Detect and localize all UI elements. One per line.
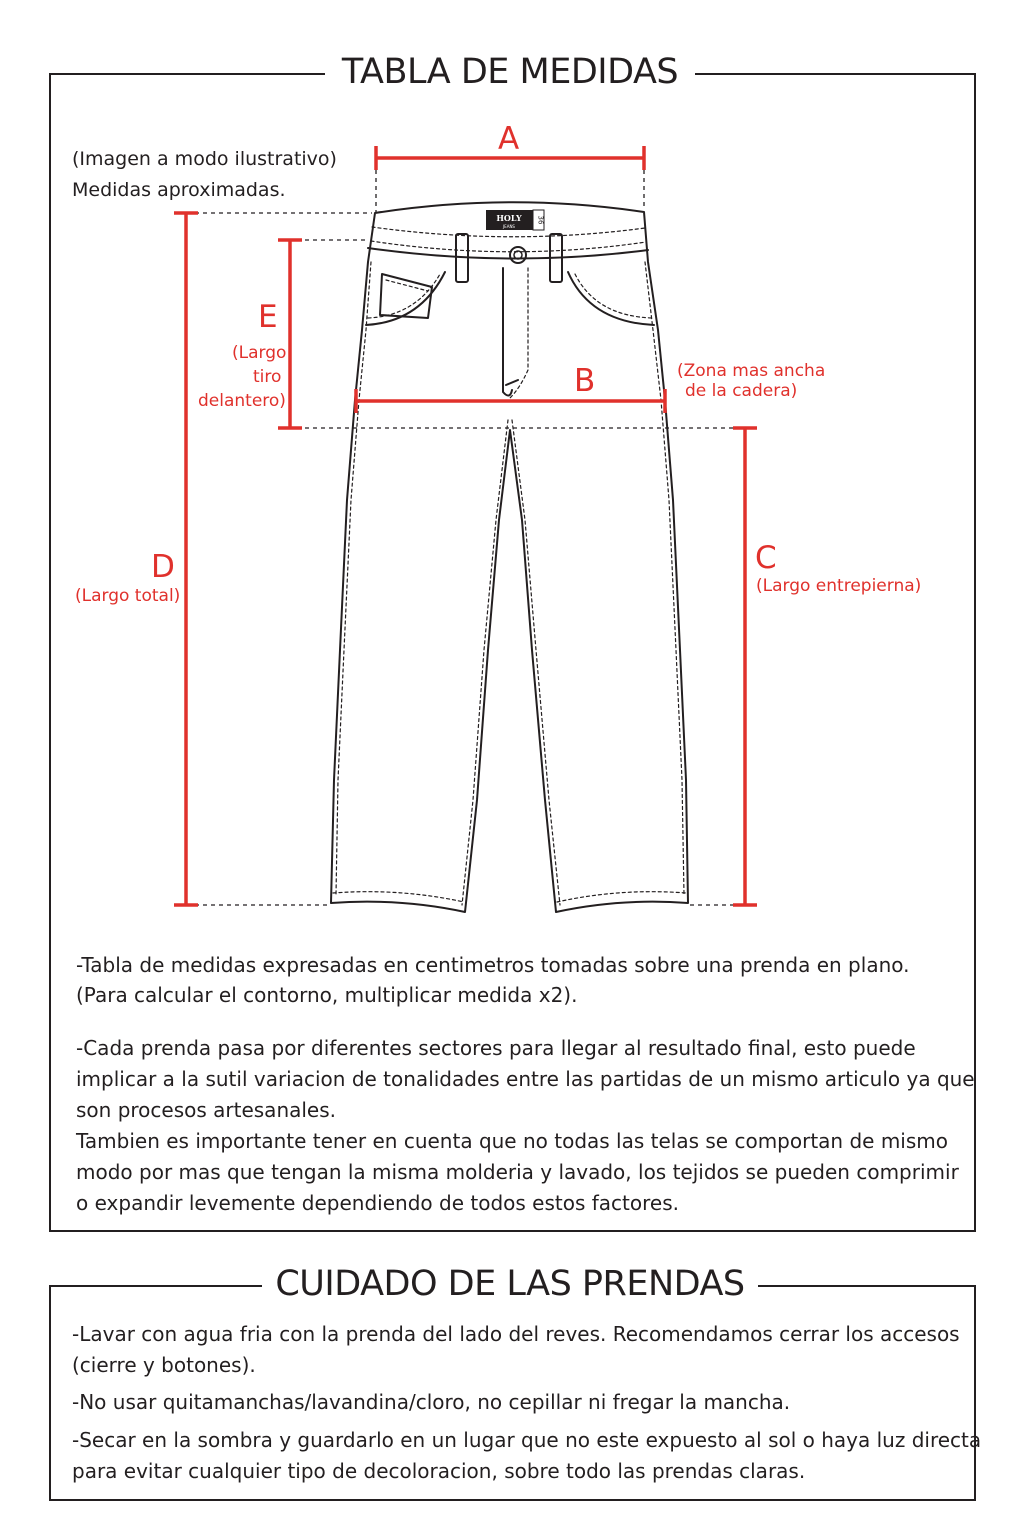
measure-a-letter: A xyxy=(498,121,520,157)
measure-b-letter: B xyxy=(574,363,596,399)
measure-d-letter: D xyxy=(151,549,175,585)
measure-e-letter: E xyxy=(258,299,278,335)
care-item-wash-line1: -Lavar con agua fria con la prenda del lado del reves. Recomendamos cerrar los accesos xyxy=(72,1322,960,1346)
variation-note-line1: -Cada prenda pasa por diferentes sectores para llegar al resultado final, esto puede xyxy=(76,1036,916,1060)
measure-b-label-line1: (Zona mas ancha xyxy=(677,361,826,381)
jeans-outline xyxy=(331,202,688,912)
fly xyxy=(503,268,512,396)
approximate-note: Medidas aproximadas. xyxy=(72,179,286,201)
measure-c-letter: C xyxy=(755,540,777,576)
illustrative-note: (Imagen a modo ilustrativo) xyxy=(72,148,337,170)
care-title: CUIDADO DE LAS PRENDAS xyxy=(262,1267,758,1302)
variation-note-line3: son procesos artesanales. xyxy=(76,1098,337,1122)
variation-note-line5: modo por mas que tengan la misma molderia y lavado, los tejidos se pueden comprimir xyxy=(76,1160,959,1184)
variation-note-line2: implicar a la sutil variacion de tonalidades entre las partidas de un mismo articulo ya que xyxy=(76,1067,975,1091)
measure-c-label: (Largo entrepierna) xyxy=(756,576,922,596)
measure-d-label: (Largo total) xyxy=(75,586,181,606)
size-tag-text: 36 xyxy=(536,215,545,225)
care-item-dry-line1: -Secar en la sombra y guardarlo en un lugar que no este expuesto al sol o haya luz directa xyxy=(72,1428,982,1452)
size-chart-title: TABLA DE MEDIDAS xyxy=(325,55,695,90)
waist-button xyxy=(510,247,526,263)
care-item-stains: -No usar quitamanchas/lavandina/cloro, no cepillar ni fregar la mancha. xyxy=(72,1390,791,1414)
waistband xyxy=(368,248,648,259)
measure-e-label-line1: (Largo xyxy=(232,343,287,363)
pocket-right xyxy=(568,272,654,325)
care-item-wash-line2: (cierre y botones). xyxy=(72,1353,256,1377)
variation-note-line4: Tambien es importante tener en cuenta que no todas las telas se comportan de mismo xyxy=(76,1129,948,1153)
brand-sub-text: JEANS xyxy=(503,224,515,229)
variation-note-line6: o expandir levemente dependiendo de todos estos factores. xyxy=(76,1191,679,1215)
measure-note-line1: -Tabla de medidas expresadas en centimetros tomadas sobre una prenda en plano. xyxy=(76,953,910,977)
measure-b-label-line2: de la cadera) xyxy=(685,381,798,401)
brand-label-text: HOLY xyxy=(496,213,522,223)
measure-e-label-line3: delantero) xyxy=(198,391,286,411)
measure-e-label-line2: tiro xyxy=(253,367,282,387)
measure-note-line2: (Para calcular el contorno, multiplicar medida x2). xyxy=(76,983,578,1007)
care-item-dry-line2: para evitar cualquier tipo de decoloracion, sobre todo las prendas claras. xyxy=(72,1459,806,1483)
